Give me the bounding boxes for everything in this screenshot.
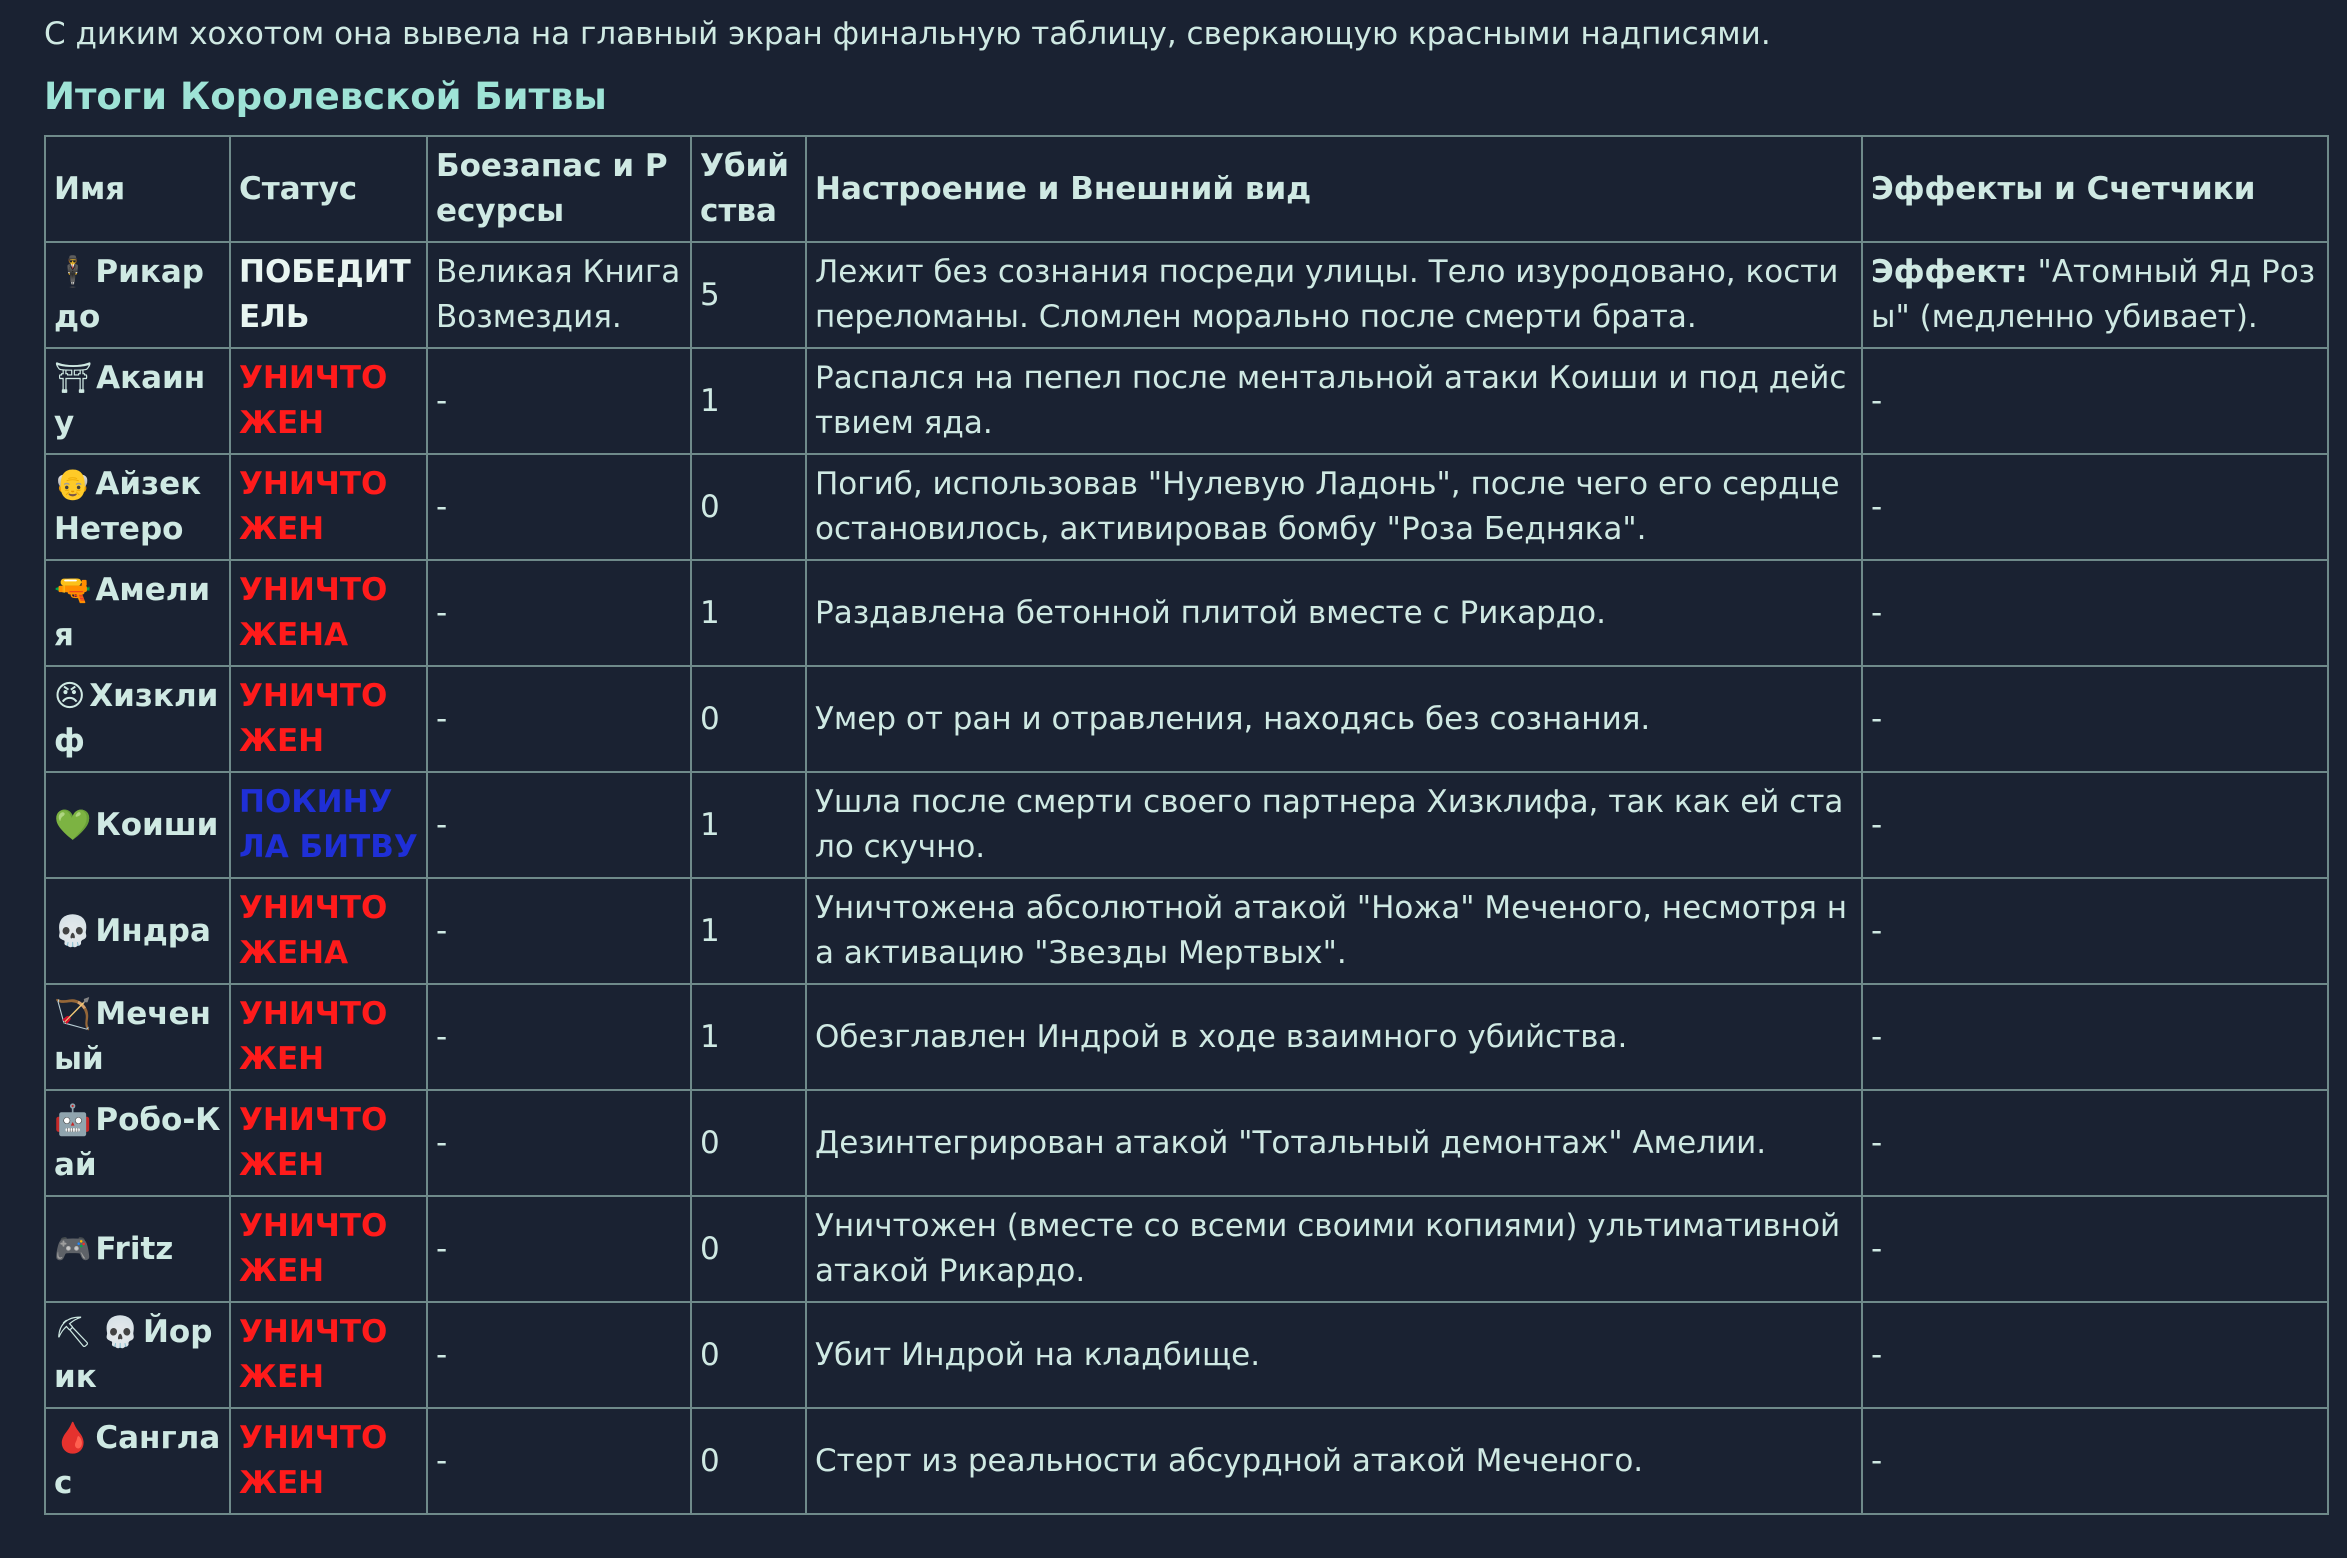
mood-cell: Убит Индрой на кладбище.	[806, 1302, 1862, 1408]
table-row	[45, 348, 2328, 454]
participant-name: Санглас	[54, 1420, 221, 1501]
participant-name-cell	[45, 348, 230, 454]
effects-cell	[1862, 772, 2328, 878]
effects-cell	[1862, 1302, 2328, 1408]
status-cell: УНИЧТОЖЕН	[230, 1302, 427, 1408]
participant-name: Акаину	[54, 360, 206, 441]
participant-name-cell	[45, 242, 230, 348]
table-row	[45, 666, 2328, 772]
participant-name: Меченый	[54, 996, 211, 1077]
effect-text: -	[1871, 488, 1883, 525]
mood-cell: Обезглавлен Индрой в ходе взаимного убийства.	[806, 984, 1862, 1090]
resources-cell: -	[427, 1302, 691, 1408]
effect-text: -	[1871, 1124, 1883, 1161]
effect-text: -	[1871, 594, 1883, 631]
intro-paragraph: С диким хохотом она вывела на главный экран финальную таблицу, сверкающую красными надписями.	[44, 16, 1771, 52]
participant-name: Хизклиф	[54, 678, 219, 759]
resources-cell: -	[427, 454, 691, 560]
kills-cell: 0	[691, 1196, 806, 1302]
effects-cell	[1862, 1090, 2328, 1196]
effect-text: -	[1871, 1018, 1883, 1055]
table-row	[45, 1196, 2328, 1302]
kills-cell: 0	[691, 1302, 806, 1408]
kills-cell: 5	[691, 242, 806, 348]
status-cell: УНИЧТОЖЕН	[230, 1090, 427, 1196]
mood-cell: Дезинтегрирован атакой "Тотальный демонтаж" Амелии.	[806, 1090, 1862, 1196]
skull-icon: 💀	[54, 913, 92, 949]
participant-name-cell	[45, 1408, 230, 1514]
kills-cell: 1	[691, 878, 806, 984]
table-row	[45, 1090, 2328, 1196]
table-row	[45, 560, 2328, 666]
status-cell: УНИЧТОЖЕН	[230, 1196, 427, 1302]
table-row	[45, 878, 2328, 984]
mood-cell: Уничтожена абсолютной атакой "Ножа" Меченого, несмотря на активацию "Звезды Мертвых".	[806, 878, 1862, 984]
mood-cell: Умер от ран и отравления, находясь без сознания.	[806, 666, 1862, 772]
resources-cell: -	[427, 772, 691, 878]
bow-and-arrow-icon: 🏹	[54, 997, 92, 1032]
kills-cell: 1	[691, 348, 806, 454]
effects-cell	[1862, 878, 2328, 984]
status-cell: ПОКИНУЛА БИТВУ	[230, 772, 427, 878]
header-kills: Убийства	[691, 136, 806, 242]
header-effects: Эффекты и Счетчики	[1862, 136, 2328, 242]
mood-cell: Стерт из реальности абсурдной атакой Меченого.	[806, 1408, 1862, 1514]
water-pistol-icon: 🔫	[54, 573, 92, 608]
section-title: Итоги Королевской Битвы	[44, 75, 607, 118]
effect-text: -	[1871, 1336, 1883, 1373]
red-cone-icon: ⛩	[54, 361, 93, 396]
effects-cell	[1862, 348, 2328, 454]
status-cell: УНИЧТОЖЕН	[230, 348, 427, 454]
header-name: Имя	[45, 136, 230, 242]
status-cell: УНИЧТОЖЕН	[230, 984, 427, 1090]
table-row	[45, 242, 2328, 348]
mood-cell: Уничтожен (вместе со всеми своими копиями) ультимативной атакой Рикардо.	[806, 1196, 1862, 1302]
resources-cell: -	[427, 560, 691, 666]
status-cell: ПОБЕДИТЕЛЬ	[230, 242, 427, 348]
gamepad-icon: 🎮	[54, 1231, 92, 1267]
participant-name-cell	[45, 560, 230, 666]
table-row	[45, 1408, 2328, 1514]
effect-text: "Атомный Яд Розы" (медленно убивает).	[1871, 254, 2316, 335]
header-resources: Боезапас и Ресурсы	[427, 136, 691, 242]
resources-cell: -	[427, 348, 691, 454]
participant-name-cell	[45, 1302, 230, 1408]
effects-cell	[1862, 454, 2328, 560]
effects-cell	[1862, 560, 2328, 666]
effects-cell	[1862, 242, 2328, 348]
kills-cell: 0	[691, 1408, 806, 1514]
participant-name: Робо-Кай	[54, 1102, 221, 1183]
green-heart-icon: 💚	[54, 807, 92, 843]
participant-name: Амелия	[54, 572, 211, 653]
kills-cell: 1	[691, 560, 806, 666]
effect-text: -	[1871, 806, 1883, 843]
resources-cell: -	[427, 1090, 691, 1196]
resources-cell: -	[427, 984, 691, 1090]
table-row	[45, 454, 2328, 560]
status-cell: УНИЧТОЖЕН	[230, 666, 427, 772]
effect-text: -	[1871, 1442, 1883, 1479]
participant-name-cell	[45, 984, 230, 1090]
participant-name: Индра	[95, 912, 211, 949]
effect-text: -	[1871, 1230, 1883, 1267]
resources-cell: -	[427, 666, 691, 772]
table-row	[45, 1302, 2328, 1408]
blood-drop-icon: 🩸	[54, 1421, 92, 1456]
table-row	[45, 984, 2328, 1090]
participant-name-cell	[45, 1090, 230, 1196]
participant-name-cell	[45, 1196, 230, 1302]
resources-cell: -	[427, 1196, 691, 1302]
status-cell: УНИЧТОЖЕНА	[230, 560, 427, 666]
status-cell: УНИЧТОЖЕН	[230, 454, 427, 560]
kills-cell: 0	[691, 666, 806, 772]
mood-cell: Распался на пепел после ментальной атаки Коиши и под действием яда.	[806, 348, 1862, 454]
table-body	[45, 242, 2328, 1514]
participant-name: Айзек Нетеро	[54, 466, 202, 547]
effects-cell	[1862, 984, 2328, 1090]
effect-text: -	[1871, 700, 1883, 737]
effects-cell	[1862, 666, 2328, 772]
effects-cell	[1862, 1408, 2328, 1514]
resources-cell: Великая Книга Возмездия.	[427, 242, 691, 348]
participant-name: Fritz	[95, 1230, 174, 1267]
mood-cell: Погиб, использовав "Нулевую Ладонь", после чего его сердце остановилось, активировав бомбу "Роза Бедняка".	[806, 454, 1862, 560]
table-row	[45, 772, 2328, 878]
effect-text: -	[1871, 382, 1883, 419]
kills-cell: 1	[691, 984, 806, 1090]
mood-cell: Лежит без сознания посреди улицы. Тело изуродовано, кости переломаны. Сломлен морально после смерти брата.	[806, 242, 1862, 348]
effects-cell	[1862, 1196, 2328, 1302]
participant-name-cell	[45, 454, 230, 560]
mood-cell: Ушла после смерти своего партнера Хизклифа, так как ей стало скучно.	[806, 772, 1862, 878]
participant-name-cell	[45, 666, 230, 772]
header-status: Статус	[230, 136, 427, 242]
participant-name-cell	[45, 772, 230, 878]
participant-name-cell	[45, 878, 230, 984]
robot-face-icon: 🤖	[54, 1103, 92, 1138]
document-body	[44, 10, 2327, 1501]
kills-cell: 0	[691, 1090, 806, 1196]
levitating-man-icon: 🕴	[54, 255, 92, 290]
kills-cell: 1	[691, 772, 806, 878]
old-man-face-icon: 👴	[54, 467, 92, 502]
results-table	[44, 135, 2329, 1515]
header-mood: Настроение и Внешний вид	[806, 136, 1862, 242]
pick-and-skull-icon: ⛏ 💀	[54, 1315, 139, 1350]
table-header-row	[45, 136, 2328, 242]
status-cell: УНИЧТОЖЕН	[230, 1408, 427, 1514]
kills-cell: 0	[691, 454, 806, 560]
status-cell: УНИЧТОЖЕНА	[230, 878, 427, 984]
resources-cell: -	[427, 1408, 691, 1514]
participant-name: Коиши	[95, 806, 219, 843]
effect-label: Эффект:	[1871, 254, 2028, 290]
effect-text: -	[1871, 912, 1883, 949]
angry-face-icon: 😠	[54, 679, 86, 714]
participant-name: Рикардо	[54, 254, 204, 335]
resources-cell: -	[427, 878, 691, 984]
participant-name: Йорик	[54, 1314, 213, 1395]
mood-cell: Раздавлена бетонной плитой вместе с Рикардо.	[806, 560, 1862, 666]
